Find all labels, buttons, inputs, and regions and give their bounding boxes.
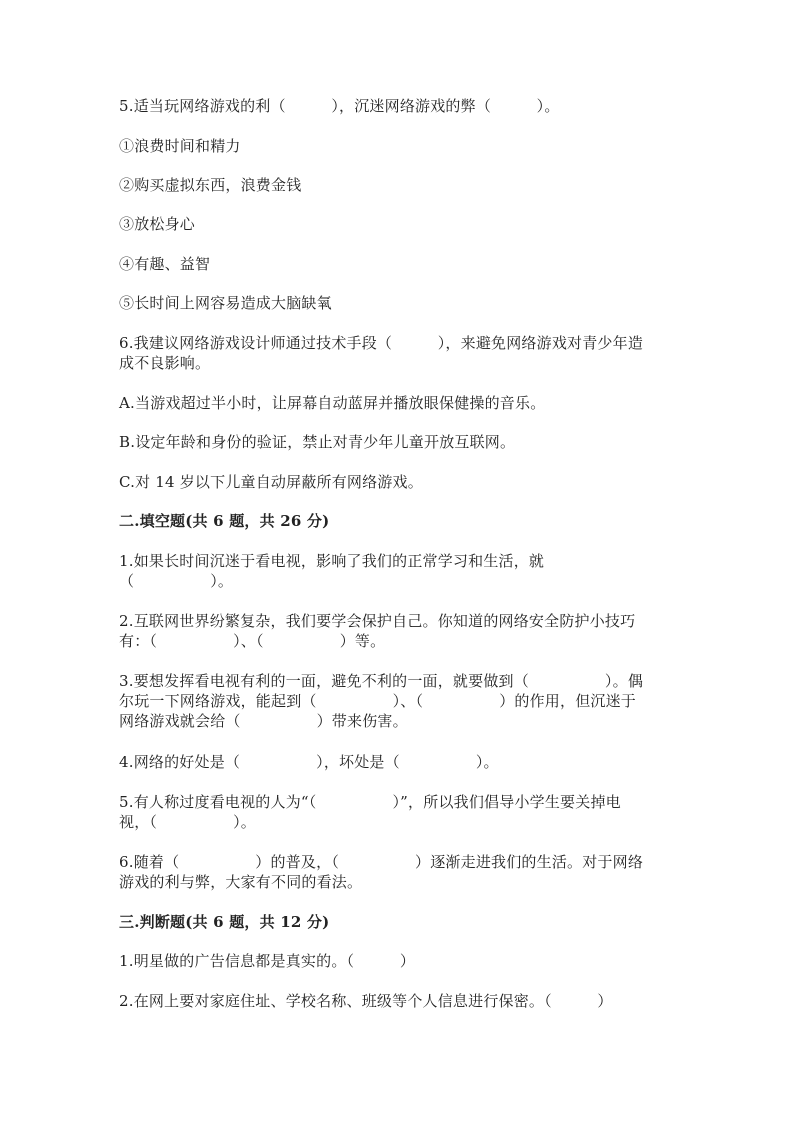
q5-option-3: ③放松身心 [119, 215, 196, 233]
section2-heading: 二.填空题(共 6 题，共 26 分) [119, 512, 330, 530]
q6-option-a: A.当游戏超过半小时，让屏幕自动蓝屏并播放眼保健操的音乐。 [119, 394, 546, 412]
s2-q2-line-2: 有：（ ）、（ ）等。 [119, 632, 386, 650]
s3-q2: 2.在网上要对家庭住址、学校名称、班级等个人信息进行保密。（ ） [119, 992, 613, 1010]
s2-q1-line-2: （ ）。 [119, 572, 234, 590]
s2-q3-line-1: 3.要想发挥看电视有利的一面，避免不利的一面，就要做到（ ）。偶 [119, 672, 644, 690]
s2-q5-line-1: 5.有人称过度看电视的人为“（ ）”，所以我们倡导小学生要关掉电 [119, 793, 621, 811]
q6-stem-line-2: 成不良影响。 [119, 354, 211, 372]
q5-option-4: ④有趣、益智 [119, 255, 211, 273]
s3-q1: 1.明星做的广告信息都是真实的。（ ） [119, 952, 416, 970]
s2-q3-line-2: 尔玩一下网络游戏，能起到（ ）、（ ）的作用，但沉迷于 [119, 692, 637, 710]
section3-heading: 三.判断题(共 6 题，共 12 分) [119, 913, 330, 931]
s2-q3-line-3: 网络游戏就会给（ ）带来伤害。 [119, 712, 408, 730]
s2-q6-line-2: 游戏的利与弊，大家有不同的看法。 [119, 873, 363, 891]
q6-option-c: C.对 14 岁以下儿童自动屏蔽所有网络游戏。 [119, 473, 423, 491]
s2-q6-line-1: 6.随着（ ）的普及，（ ）逐渐走进我们的生活。对于网络 [119, 853, 644, 871]
q5-option-1: ①浪费时间和精力 [119, 137, 241, 155]
s2-q4-line-1: 4.网络的好处是（ ），坏处是（ ）。 [119, 753, 499, 771]
q5-option-5: ⑤长时间上网容易造成大脑缺氧 [119, 294, 332, 312]
s2-q2-line-1: 2.互联网世界纷繁复杂，我们要学会保护自己。你知道的网络安全防护小技巧 [119, 612, 636, 630]
q6-option-b: B.设定年龄和身份的验证，禁止对青少年儿童开放互联网。 [119, 433, 516, 451]
s2-q1-line-1: 1.如果长时间沉迷于看电视，影响了我们的正常学习和生活，就 [119, 552, 545, 570]
q5-option-2: ②购买虚拟东西，浪费金钱 [119, 176, 302, 194]
s2-q5-line-2: 视，（ ）。 [119, 813, 257, 831]
q5-stem: 5.适当玩网络游戏的利（ ），沉迷网络游戏的弊（ ）。 [119, 97, 560, 115]
q6-stem-line-1: 6.我建议网络游戏设计师通过技术手段（ ），来避免网络游戏对青少年造 [119, 334, 644, 352]
